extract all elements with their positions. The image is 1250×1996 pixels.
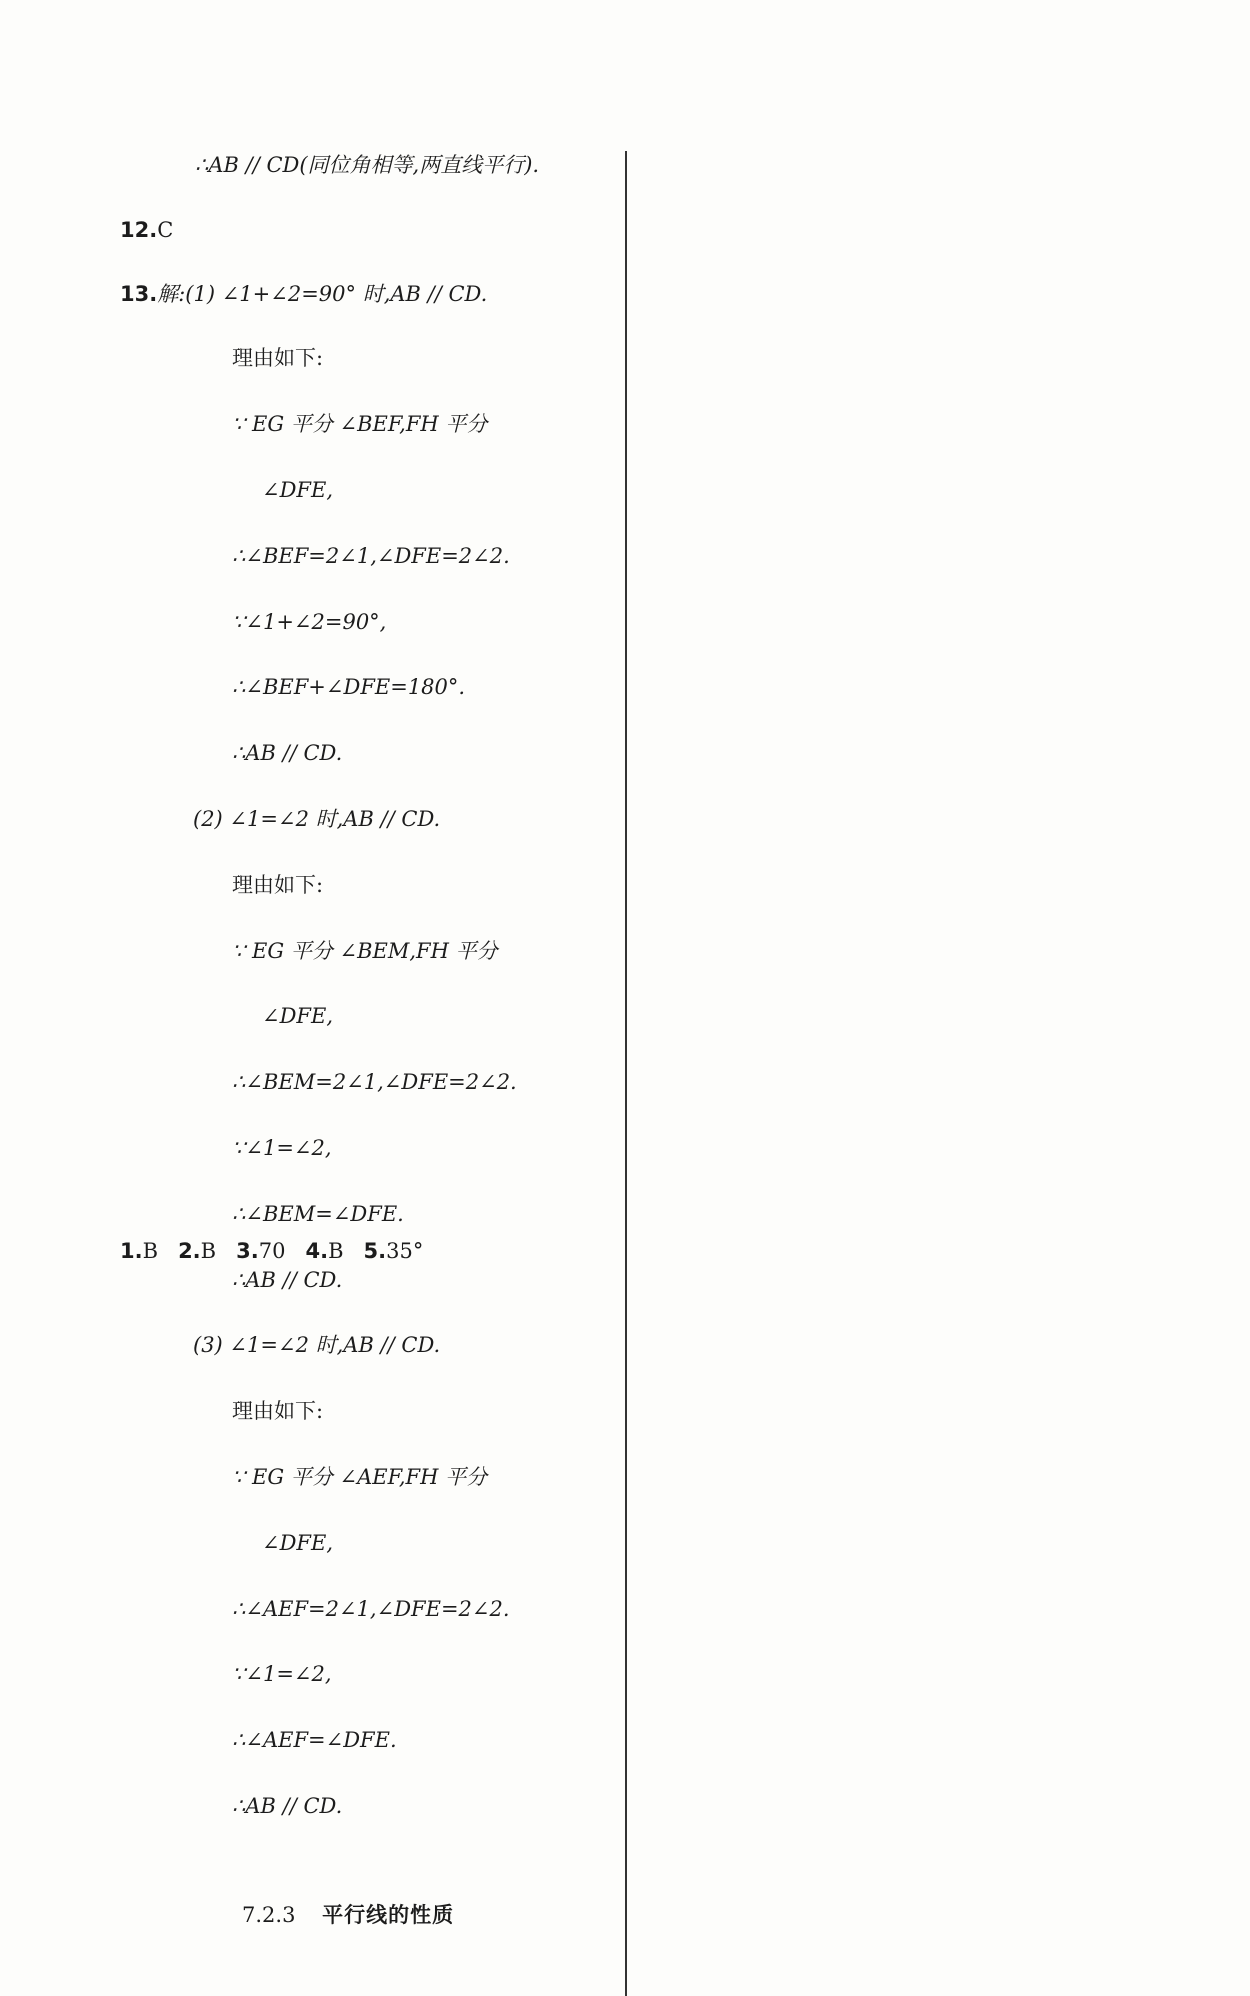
p2-step-3: ∵∠1=∠2, [232,1136,332,1160]
p3-step-4: ∴∠AEF=∠DFE. [232,1728,397,1752]
ans-1-val: B [142,1239,159,1263]
p2-step-1b: ∠DFE, [262,1004,334,1028]
ans-1-num: 1. [120,1239,143,1263]
p3-head: (3) ∠1=∠2 时,AB // CD. [193,1333,441,1357]
ans-4-num: 4. [305,1239,329,1263]
ans-2-num: 2. [178,1239,201,1263]
section-723 [242,1901,454,1929]
p3-step-2: ∴∠AEF=2∠1,∠DFE=2∠2. [232,1597,510,1621]
p2-step-1: ∵ EG 平分 ∠BEM,FH 平分 [232,939,498,963]
p1-step-5: ∴AB // CD. [232,741,343,765]
p2-step-4: ∴∠BEM=∠DFE. [232,1202,404,1226]
ans-2-val: B [200,1239,217,1263]
ans-3-num: 3. [236,1239,259,1263]
p3-step-5: ∴AB // CD. [232,1794,343,1818]
p2-step-5: ∴AB // CD. [232,1268,343,1292]
p1-step-4: ∴∠BEF+∠DFE=180°. [232,675,466,699]
p2-step-2: ∴∠BEM=2∠1,∠DFE=2∠2. [232,1070,517,1094]
section-723-number: 7.2.3 [242,1903,296,1927]
p1-step-1b: ∠DFE, [262,478,334,502]
p3-reason: 理由如下: [232,1399,324,1423]
answers-row-1 [120,1237,423,1265]
q13-number: 13. [120,282,158,306]
p1-reason: 理由如下: [232,346,324,370]
ans-5-num: 5. [363,1239,387,1263]
left-line-1: ∴AB // CD(同位角相等,两直线平行). [195,153,540,177]
p1-step-2: ∴∠BEF=2∠1,∠DFE=2∠2. [232,544,510,568]
ans-4-val: B [328,1239,344,1263]
ans-3-val: 70 [258,1239,286,1263]
p1-step-1: ∵ EG 平分 ∠BEF,FH 平分 [232,412,488,436]
q13-text: 解:(1) ∠1+∠2=90° 时,AB // CD. [157,282,488,306]
p2-reason: 理由如下: [232,873,324,897]
p3-step-3: ∵∠1=∠2, [232,1662,332,1686]
p1-step-3: ∵∠1+∠2=90°, [232,610,387,634]
p3-step-1b: ∠DFE, [262,1531,334,1555]
q12-text: C [157,218,174,242]
p3-step-1: ∵ EG 平分 ∠AEF,FH 平分 [232,1465,488,1489]
section-723-title: 平行线的性质 [322,1903,455,1927]
q12-number: 12. [120,218,158,242]
p2-head: (2) ∠1=∠2 时,AB // CD. [193,807,441,831]
ans-5-val: 35° [386,1239,424,1263]
